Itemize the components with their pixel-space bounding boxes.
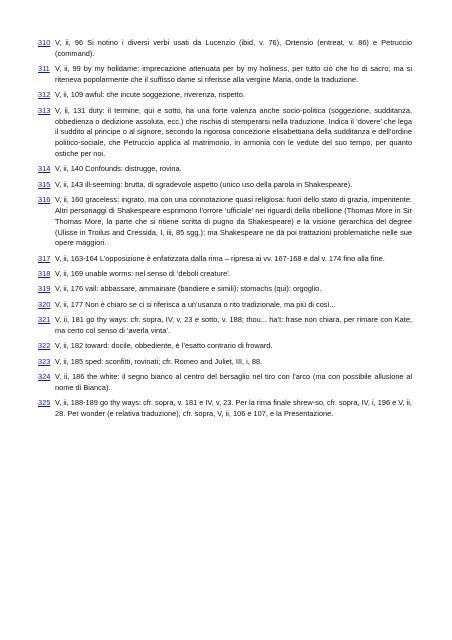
footnote-number-link[interactable]: 310 — [38, 38, 51, 47]
footnote-item — [38, 64, 412, 86]
footnote-item — [38, 398, 412, 420]
footnote-item — [38, 269, 412, 280]
footnote-item — [38, 315, 412, 337]
footnote-number-link[interactable]: 314 — [38, 164, 51, 174]
footnote-item — [38, 38, 412, 60]
footnote-number-link[interactable]: 322 — [38, 341, 51, 351]
footnote-item — [38, 106, 412, 160]
footnote-item — [38, 284, 412, 295]
footnote-number-link[interactable]: 325 — [38, 398, 51, 408]
footnote-number-link[interactable]: 321 — [38, 315, 51, 325]
footnote-text: V, ii, 186 the white: il segno bianco al centro del bersaglio nel tiro con l’arco (ma con possibile allusione al nome di Bianca). — [55, 372, 412, 393]
footnote-number-link[interactable]: 324 — [38, 372, 51, 382]
footnote-text: V, ii, 188-189 go thy ways: cfr. sopra, v. 181 e IV, v, 23. Per la rima finale shrew-so, cfr. sopra, IV, i, 196 e V, ii, 28. Per wonder (e relativa traduzione), cfr. sopra, V, ii, 106 e 107, e la Presentazione. — [55, 398, 412, 419]
footnote-number-link[interactable]: 320 — [38, 299, 51, 309]
footnote-text: V, ii, 96 Si notino i diversi verbi usati da Lucenzio (ibid, v. 76), Ortensio (entreat, v. 86) e Petruccio (command). — [55, 38, 412, 58]
footnote-item — [38, 164, 412, 175]
footnote-text: V, ii, 177 Non è chiaro se ci si riferisca a un’usanza o rito tradizionale, ma più di così... — [55, 299, 336, 309]
footnote-number-link[interactable]: 323 — [38, 356, 51, 366]
footnote-list — [38, 38, 412, 420]
footnote-text: V, ii, 181 go thy ways: cfr. sopra, IV, v, 23 e sotto, v. 188; thou... ha’t: frase non chiara, per rimare con Kate, ma certo col senso di ‘averla vinta’. — [55, 315, 412, 336]
footnote-item — [38, 180, 412, 191]
footnote-text: V, ii, 160 graceless: ingrato, ma con una connotazione quasi religiosa: fuori dello stato di grazia, impenitente. Altri personaggi di Shakespeare esprimono l’orrore ‘ufficiale’ nei riguardi della ribellione (Thomas More in Sir Thomas More, la parte che si ritiene scritta di pugno da Shakespeare) e la visione gerarchica del degree (Ulisse in Troilus and Cressida, I, iii, 85 sgg.); ma Shakespeare ne dà poi trattazioni problematiche nelle sue opere maggiori. — [55, 195, 412, 248]
footnote-text: V, ii, 182 toward: docile, obbediente, è l’esatto contrario di froward. — [55, 341, 273, 351]
footnote-text: V, ii, 131 duty: il termine, qui e sotto, ha una forte valenza anche socio-politica (soggezione, sudditanza, obbedienza o dedizione assoluta, ecc.) che rischia di stemperarsi nella traduzione. Indica il ‘dovere’ che lega il suddito al principe o al signore, secondo la rigorosa concezione elisabettiana della sudditanza e dell’ordine politico-sociale, che Petruccio applica al matrimonio, in armonia con le vedute del suo tempo, per quanto ostiche per noi. — [55, 105, 412, 158]
footnote-item — [38, 90, 412, 101]
footnote-item — [38, 300, 412, 311]
footnote-item — [38, 254, 412, 265]
footnote-number-link[interactable]: 313 — [38, 105, 51, 115]
footnote-number-link[interactable]: 315 — [38, 179, 51, 189]
footnote-text: V, ii, 163-164 L’opposizione è enfatizzata dalla rima – ripresa ai vv. 167-168 e dal v. 174 fino alla fine. — [55, 253, 385, 263]
footnote-item — [38, 357, 412, 368]
footnote-text: V, ii, 99 by my holidame: imprecazione attenuata per by my holiness, per tutto ciò che ho di sacro; ma si riteneva popolarmente che il suffisso dame si riferisse alla vergine Maria, onde la traduzione. — [55, 64, 412, 84]
footnote-number-link[interactable]: 316 — [38, 195, 51, 205]
footnote-item — [38, 195, 412, 249]
footnote-number-link[interactable]: 318 — [38, 269, 51, 279]
footnote-number-link[interactable]: 319 — [38, 284, 51, 294]
footnote-item — [38, 341, 412, 352]
footnote-text: V, ii, 109 awful: che incute soggezione, riverenza, rispetto. — [55, 90, 245, 100]
footnote-number-link[interactable]: 311 — [38, 64, 50, 74]
footnote-item — [38, 372, 412, 394]
footnote-number-link[interactable]: 312 — [38, 90, 51, 100]
footnote-number-link[interactable]: 317 — [38, 253, 51, 263]
footnote-text: V, ii, 169 unable worms: nel senso di ‘deboli creature’. — [55, 269, 231, 279]
footnote-text: V, ii, 140 Confounds: distrugge, rovina. — [55, 164, 182, 174]
footnote-text: V, ii, 143 ill-seeming: brutta, di sgradevole aspetto (unico uso della parola in Shakespeare). — [55, 179, 353, 189]
footnote-text: V, ii, 176 vail: abbassare, ammainare (bandiere e simili); stomachs (qui): orgoglio. — [55, 284, 322, 294]
footnote-text: V, ii, 185 sped: sconfitti, rovinati; cfr. Romeo and Juliet, III, i, 88. — [55, 356, 263, 366]
